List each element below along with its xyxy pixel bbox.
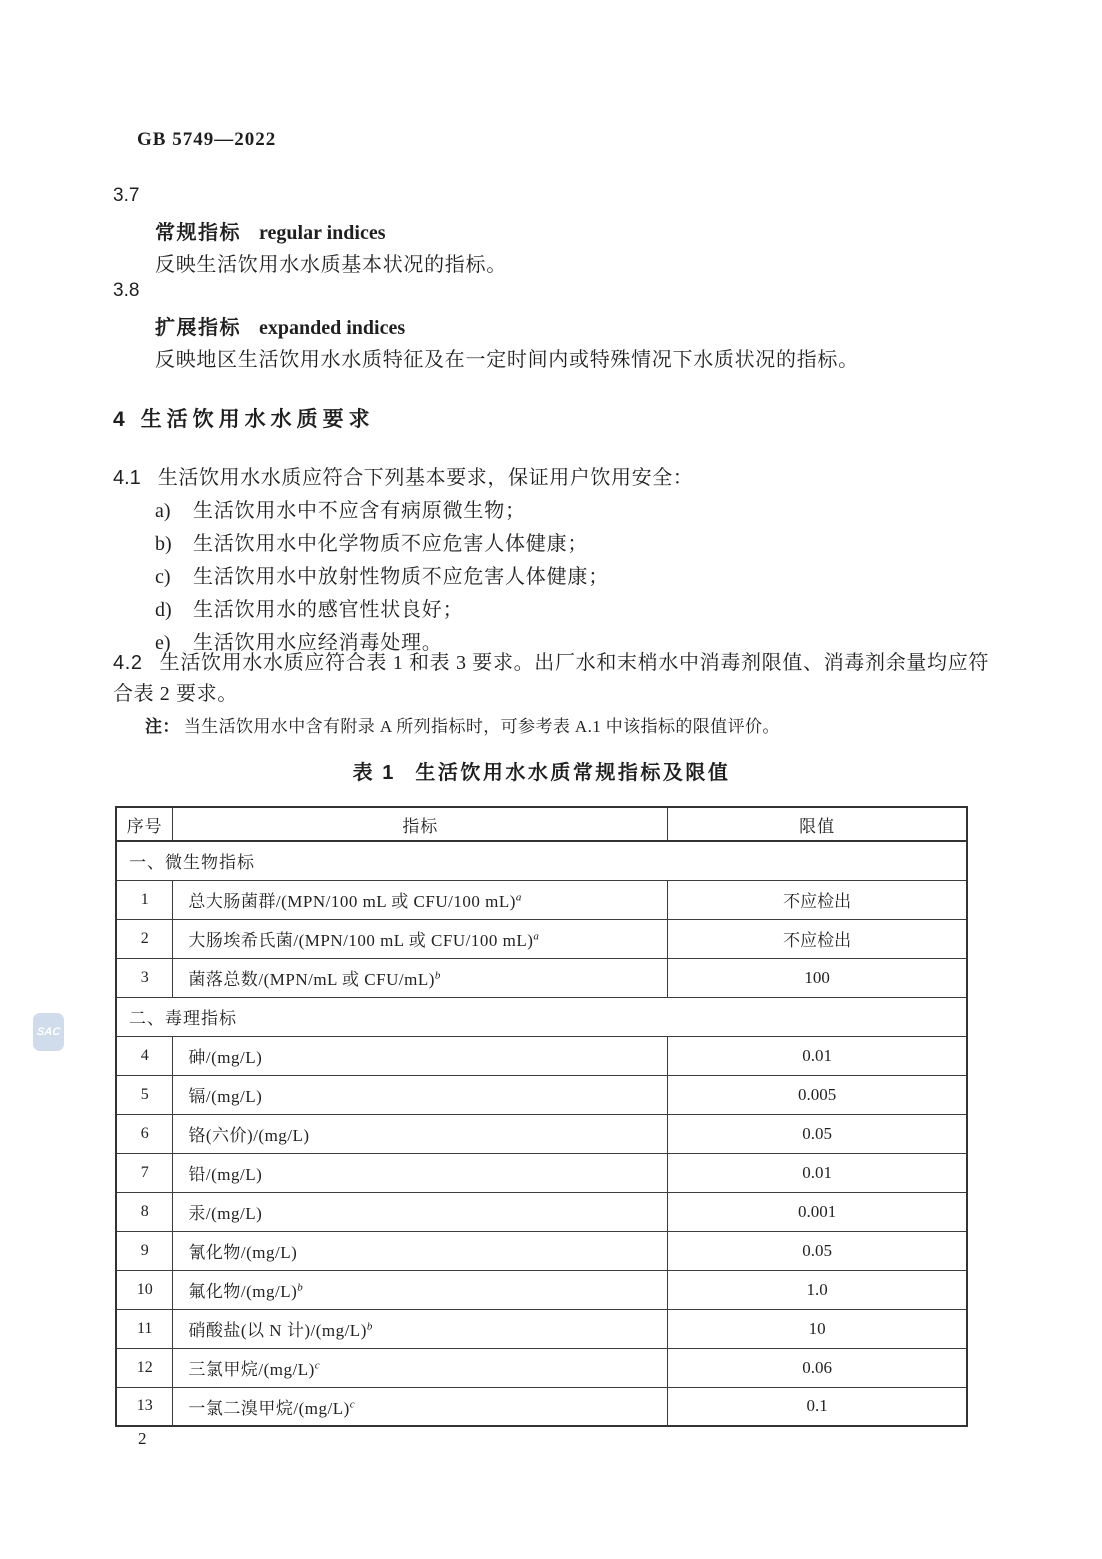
clause-4-1-text: 生活饮用水水质应符合下列基本要求，保证用户饮用安全： [157,467,694,489]
table-row [116,958,967,997]
row-indicator: 氰化物/(mg/L) [173,1231,668,1270]
row-limit: 0.05 [668,1231,967,1270]
row-footnote-mark: b [366,1320,373,1333]
note-label: 注： [145,717,180,736]
row-indicator: 一氯二溴甲烷$/(mg/L)^c$ [173,1387,668,1426]
term-3-7-title-en: regular indices [259,222,386,244]
table-row [116,1114,967,1153]
table-row [116,880,967,919]
table-row [116,1153,967,1192]
row-limit: 不应检出 [668,880,967,919]
term-3-8-title-zh: 扩展指标 [155,317,241,339]
table-row [116,1231,967,1270]
row-indicator: 铅/(mg/L) [173,1153,668,1192]
term-3-7-definition: 反映生活饮用水水质基本状况的指标。 [155,254,507,276]
row-limit: 100 [668,958,967,997]
term-3-7-title [155,216,385,245]
row-footnote-mark: a [515,891,522,904]
table-row [116,1270,967,1309]
row-limit: 不应检出 [668,919,967,958]
table-1 [115,806,968,1427]
section-4-number: 4 [113,408,125,431]
row-footnote-mark: c [349,1398,356,1411]
row-indicator: 铬(六价)/(mg/L) [173,1114,668,1153]
header-cell-indicator: 指标 [173,807,668,841]
table-1-caption [115,756,968,785]
list-item-d [155,593,463,622]
table-row [116,1192,967,1231]
page-number: 2 [138,1429,147,1448]
section-4-heading [113,403,375,433]
row-index: 9 [116,1231,173,1270]
list-item-e-text: 生活饮用水应经消毒处理。 [193,632,443,654]
term-3-8-number: 3.8 [113,280,140,301]
term-3-7-number: 3.7 [113,185,140,206]
row-indicator: 氟化物$/(mg/L)^b$ [173,1270,668,1309]
note-text: 当生活饮用水中含有附录 A 所列指标时，可参考表 A.1 中该指标的限值评价。 [183,717,780,736]
row-index: 8 [116,1192,173,1231]
row-index: 11 [116,1309,173,1348]
row-index: 3 [116,958,173,997]
list-item-a [155,494,526,523]
table-section-row [116,997,967,1036]
row-limit: 0.01 [668,1036,967,1075]
row-index: 1 [116,880,173,919]
table-row [116,1387,967,1426]
row-footnote-mark: c [314,1359,321,1372]
note [145,712,780,737]
list-item-a-label: a) [155,500,171,522]
row-limit: 0.06 [668,1348,967,1387]
table-1-caption-label: 表 1 [352,762,396,784]
row-limit: 0.001 [668,1192,967,1231]
row-indicator: 三氯甲烷$/(mg/L)^c$ [173,1348,668,1387]
row-indicator: 镉/(mg/L) [173,1075,668,1114]
list-item-d-label: d) [155,599,172,621]
list-item-b-text: 生活饮用水中化学物质不应危害人体健康； [193,533,589,555]
row-limit: 0.01 [668,1153,967,1192]
clause-4-2 [113,648,989,710]
table-row [116,1348,967,1387]
row-indicator: 硝酸盐(以 N 计)$/(mg/L)^b$ [173,1309,668,1348]
row-index: 12 [116,1348,173,1387]
header-cell-index: 序号 [116,807,173,841]
list-item-a-text: 生活饮用水中不应含有病原微生物； [193,500,526,522]
row-indicator: 菌落总数/(MPN/mL 或 CFU/mL)$^b$ [173,958,668,997]
term-3-8-title [155,311,405,340]
term-3-8-title-en: expanded indices [259,317,406,339]
list-item-b [155,527,588,556]
clause-4-1-number: 4.1 [113,467,141,489]
list-item-c [155,560,609,589]
table-1-caption-text: 生活饮用水水质常规指标及限值 [415,762,731,784]
row-limit: 1.0 [668,1270,967,1309]
section-label: 二、毒理指标 [116,997,967,1036]
row-limit: 10 [668,1309,967,1348]
row-index: 5 [116,1075,173,1114]
sac-watermark-logo [33,1013,64,1051]
table-section-row [116,841,967,880]
table-row [116,919,967,958]
clause-4-1 [113,461,693,490]
row-footnote-mark: b [434,969,441,982]
list-item-d-text: 生活饮用水的感官性状良好； [193,599,464,621]
row-index: 13 [116,1387,173,1426]
clause-4-2-text: 生活饮用水水质应符合表 1 和表 3 要求。出厂水和末梢水中消毒剂限值、消毒剂余量均应符合表 2 要求。 [113,652,989,705]
section-4-title: 生活饮用水水质要求 [140,408,375,431]
section-label: 一、微生物指标 [116,841,967,880]
list-item-c-text: 生活饮用水中放射性物质不应危害人体健康； [193,566,609,588]
row-footnote-mark: a [533,930,540,943]
term-3-8-definition: 反映地区生活饮用水水质特征及在一定时间内或特殊情况下水质状况的指标。 [155,349,859,371]
clause-4-2-number: 4.2 [113,652,143,674]
row-index: 6 [116,1114,173,1153]
row-index: 7 [116,1153,173,1192]
row-limit: 0.05 [668,1114,967,1153]
list-item-c-label: c) [155,566,171,588]
row-indicator: 总大肠菌群/(MPN/100 mL 或 CFU/100 mL)$^a$ [173,880,668,919]
header-cell-limit: 限值 [668,807,967,841]
table-body [116,841,967,1426]
table-row [116,1309,967,1348]
table-row [116,1075,967,1114]
row-indicator: 汞/(mg/L) [173,1192,668,1231]
table-header-row [116,807,967,841]
row-index: 2 [116,919,173,958]
row-index: 10 [116,1270,173,1309]
term-3-7-title-zh: 常规指标 [155,222,241,244]
row-footnote-mark: b [297,1281,304,1294]
row-limit: 0.1 [668,1387,967,1426]
sac-watermark-text: SAC [36,1026,61,1038]
row-index: 4 [116,1036,173,1075]
list-item-b-label: b) [155,533,172,555]
standard-number: GB 5749—2022 [137,129,277,150]
list-item-e-label: e) [155,632,171,654]
row-limit: 0.005 [668,1075,967,1114]
row-indicator: 大肠埃希氏菌/(MPN/100 mL 或 CFU/100 mL)$^a$ [173,919,668,958]
table-row [116,1036,967,1075]
row-indicator: 砷/(mg/L) [173,1036,668,1075]
